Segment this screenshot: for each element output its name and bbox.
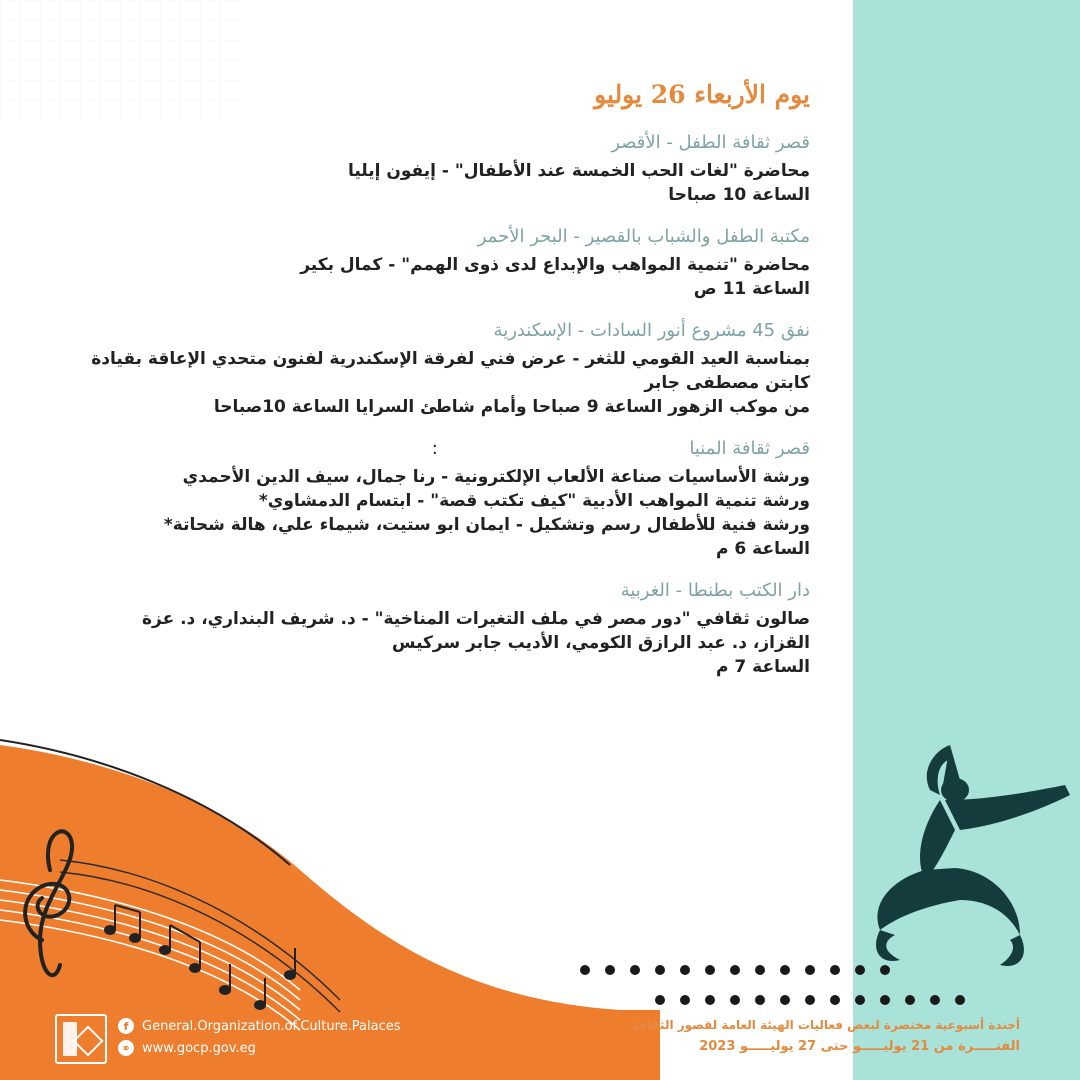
event-block bbox=[100, 579, 810, 679]
globe-icon: ⚭ bbox=[118, 1040, 134, 1056]
event-description: ورشة الأساسيات صناعة الألعاب الإلكترونية - رنا جمال، سيف الدين الأحمدي bbox=[182, 467, 810, 487]
event-block bbox=[100, 225, 810, 301]
agenda-period: الفتـــــرة من 21 يوليـــــو حتى 27 يوليـــــو 2023 bbox=[699, 1039, 1020, 1054]
organization-logo bbox=[55, 1014, 107, 1064]
event-description: القزاز، د. عبد الرازق الكومي، الأديب جابر سركيس bbox=[392, 633, 810, 653]
event-time: الساعة 10 صباحا bbox=[668, 185, 810, 205]
venue-name: مكتبة الطفل والشباب بالقصير - البحر الأحمر bbox=[477, 226, 810, 247]
facebook-icon: f bbox=[118, 1018, 134, 1034]
venue-name: دار الكتب بطنطا - الغربية bbox=[620, 580, 810, 601]
event-listing bbox=[91, 80, 810, 697]
venue-name bbox=[100, 437, 810, 461]
agenda-title: أجندة أسبوعية مختصرة لبعض فعاليات الهيئة العامة لقصور الثقافة bbox=[631, 1018, 1020, 1032]
website-url: www.gocp.gov.eg bbox=[142, 1040, 256, 1056]
event-block bbox=[100, 131, 810, 207]
event-description: كابتن مصطفى جابر bbox=[644, 373, 810, 393]
event-block bbox=[91, 319, 810, 419]
facebook-label: General.Organization.of.Culture.Palaces bbox=[142, 1018, 401, 1034]
venue-name: قصر ثقافة الطفل - الأقصر bbox=[611, 132, 810, 153]
event-time: الساعة 6 م bbox=[716, 539, 810, 559]
event-description: محاضرة "لغات الحب الخمسة عند الأطفال" - إيفون إيليا bbox=[347, 161, 810, 181]
logo-mark bbox=[72, 1025, 103, 1056]
event-description: ورشة تنمية المواهب الأدبية "كيف تكتب قصة" - ابتسام الدمشاوي* bbox=[258, 491, 810, 511]
event-description: ورشة فنية للأطفال رسم وتشكيل - ايمان ابو ستيت، شيماء علي، هالة شحاتة* bbox=[163, 515, 810, 535]
facebook-link[interactable] bbox=[118, 1018, 401, 1034]
event-time: الساعة 11 ص bbox=[693, 279, 810, 299]
website-link[interactable] bbox=[118, 1040, 256, 1056]
decorative-dots bbox=[580, 965, 965, 1005]
event-time: من موكب الزهور الساعة 9 صباحا وأمام شاطئ السرايا الساعة 10صباحا bbox=[213, 397, 810, 417]
event-description: صالون ثقافي "دور مصر في ملف التغيرات المناخية" - د. شريف البنداري، د. عزة bbox=[141, 609, 810, 629]
event-description: محاضرة "تنمية المواهب والإبداع لدى ذوى الهمم" - كمال بكير bbox=[300, 255, 810, 275]
agenda-caption bbox=[610, 1014, 1020, 1058]
event-time: الساعة 7 م bbox=[716, 657, 810, 677]
venue-colon: : bbox=[431, 438, 438, 459]
event-description: بمناسبة العيد القومي للثغر - عرض فني لفرقة الإسكندرية لفنون متحدي الإعاقة بقيادة bbox=[91, 349, 810, 369]
day-title: يوم الأربعاء 26 يوليو bbox=[594, 80, 810, 109]
event-block bbox=[100, 437, 810, 561]
venue-name: نفق 45 مشروع أنور السادات - الإسكندرية bbox=[493, 320, 810, 341]
venue-name-text: قصر ثقافة المنيا bbox=[689, 438, 810, 459]
whirling-dervish-icon bbox=[876, 745, 1070, 966]
